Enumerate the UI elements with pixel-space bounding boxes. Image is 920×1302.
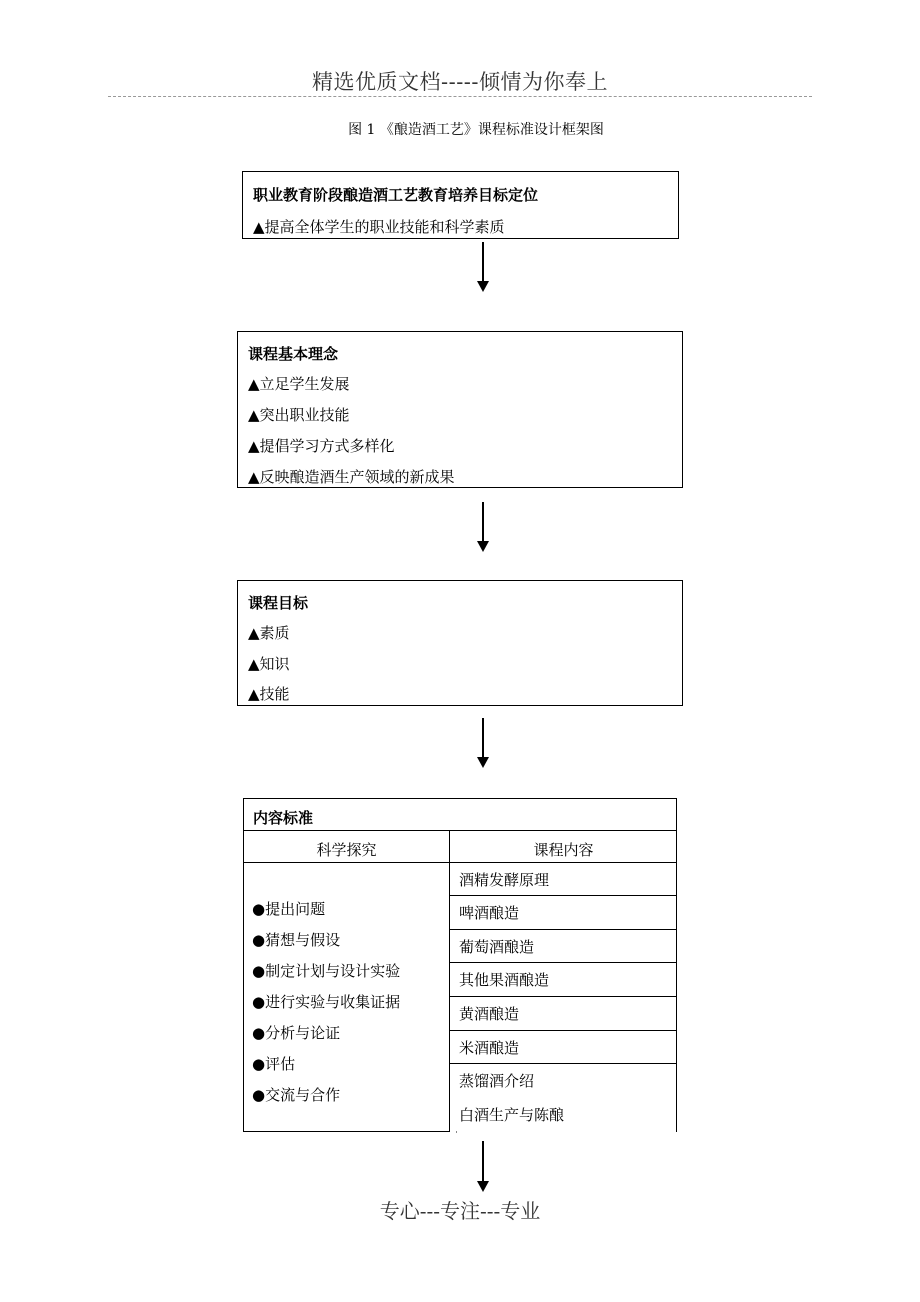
box-item: ▲素质 — [248, 624, 290, 642]
inquiry-item: ●猜想与假设 — [252, 931, 341, 949]
course-item: 葡萄酒酿造 — [459, 938, 535, 956]
box-item: ▲提倡学习方式多样化 — [248, 437, 395, 455]
training-goal-box — [242, 171, 679, 239]
header-divider — [108, 96, 812, 97]
flow-arrow — [477, 242, 489, 292]
course-goal-box — [237, 580, 683, 706]
course-item: 蒸馏酒介绍 — [459, 1072, 535, 1090]
course-item: 黄酒酿造 — [459, 1005, 520, 1023]
box-item: ▲反映酿造酒生产领域的新成果 — [248, 468, 455, 486]
box-title: 课程基本理念 — [248, 345, 339, 363]
page-footer: 专心---专注---专业 — [379, 1199, 541, 1223]
course-item: 米酒酿造 — [459, 1039, 520, 1057]
course-item: 其他果酒酿造 — [459, 971, 550, 989]
flow-arrow — [477, 502, 489, 552]
course-item: 酒精发酵原理 — [459, 871, 550, 889]
column-header-inquiry: 科学探究 — [316, 841, 377, 859]
course-item: 啤酒酿造 — [459, 904, 520, 922]
box-item: ▲知识 — [248, 655, 290, 673]
box-item: ▲突出职业技能 — [248, 406, 350, 424]
column-header-content: 课程内容 — [533, 841, 594, 859]
inquiry-item: ●交流与合作 — [252, 1086, 341, 1104]
box-item: ▲技能 — [248, 685, 290, 703]
inquiry-item: ●分析与论证 — [252, 1024, 341, 1042]
inquiry-item: ●制定计划与设计实验 — [252, 962, 401, 980]
flow-arrow — [477, 718, 489, 768]
box-title: 课程目标 — [248, 594, 309, 612]
box-title: 职业教育阶段酿造酒工艺教育培养目标定位 — [253, 186, 539, 204]
page-header-title: 精选优质文档-----倾情为你奉上 — [312, 70, 608, 94]
inquiry-item: ●提出问题 — [252, 900, 326, 918]
flow-arrow — [477, 1141, 489, 1193]
inquiry-item: ●评估 — [252, 1055, 296, 1073]
inquiry-item: ●进行实验与收集证据 — [252, 993, 401, 1011]
box-item: ▲立足学生发展 — [248, 375, 350, 393]
figure-caption: 图 1 《酿造酒工艺》课程标准设计框架图 — [348, 122, 604, 138]
table-title: 内容标准 — [253, 809, 314, 827]
basic-concept-box — [237, 331, 683, 488]
box-item: ▲提高全体学生的职业技能和科学素质 — [253, 218, 505, 236]
course-item: 白酒生产与陈酿 — [459, 1106, 565, 1124]
